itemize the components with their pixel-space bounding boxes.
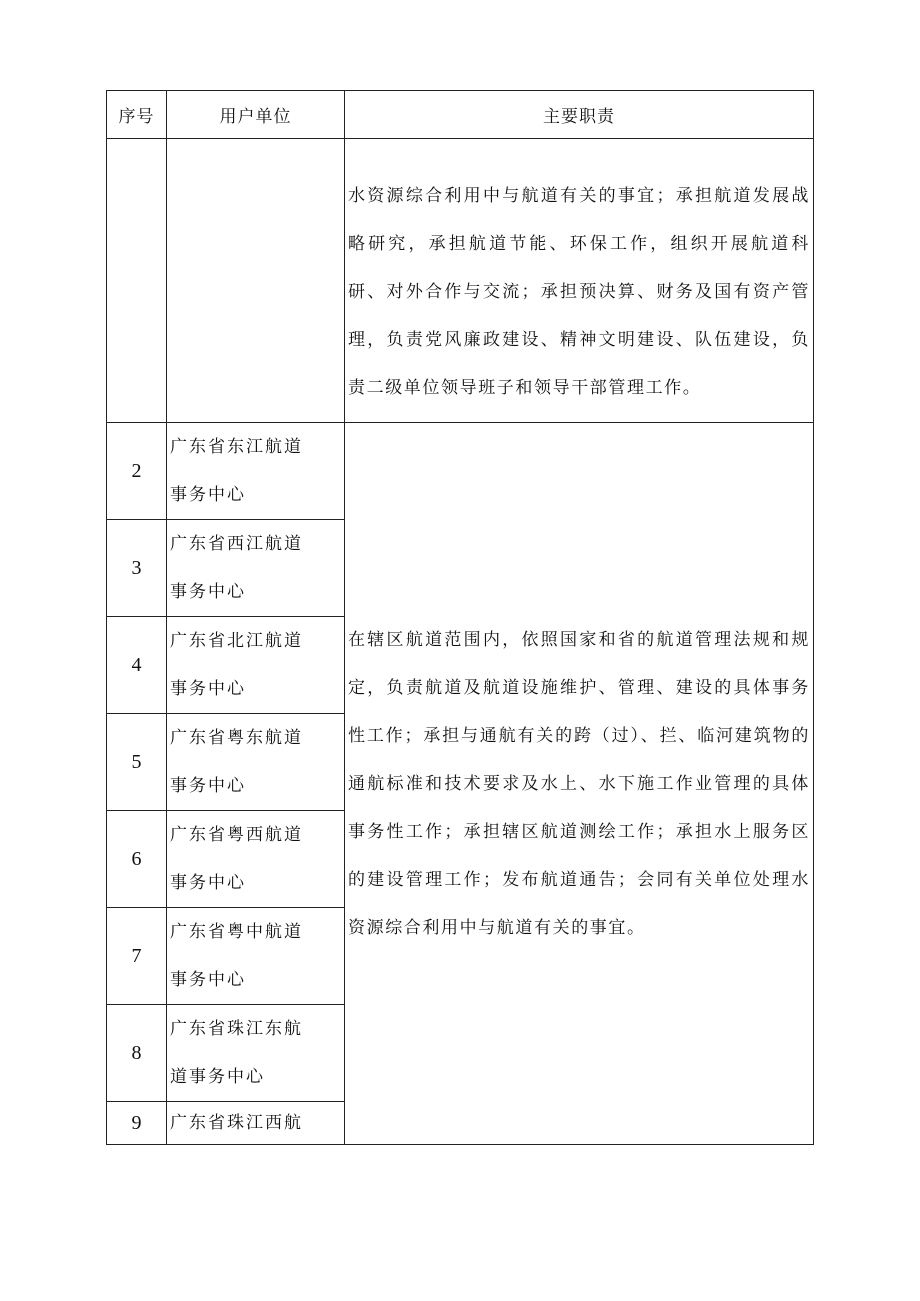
unit-line: 广东省粤中航道 [170,922,303,942]
row-unit [167,423,345,520]
row-no: 7 [107,908,167,1005]
unit-line: 广东省珠江东航 [170,1019,303,1039]
header-duty: 主要职责 [345,91,814,139]
row-no: 5 [107,714,167,811]
shared-duty-cell: 在辖区航道范围内，依照国家和省的航道管理法规和规定，负责航道及航道设施维护、管理、建设的具体事务性工作；承担与通航有关的跨（过）、拦、临河建筑物的通航标准和技术要求及水上、水下施工作业管理的具体事务性工作；承担辖区航道测绘工作；承担水上服务区的建设管理工作；发布航道通告；会同有关单位处理水资源综合利用中与航道有关的事宜。 [345,423,814,1145]
table-header-row [107,91,814,139]
row-no: 8 [107,1005,167,1102]
header-no: 序号 [107,91,167,139]
unit-line: 事务中心 [170,679,246,699]
duties-table [106,90,814,1145]
row-unit [167,811,345,908]
unit-line: 广东省粤西航道 [170,825,303,845]
unit-line: 事务中心 [170,485,246,505]
row-no: 3 [107,520,167,617]
table-row [107,423,814,520]
unit-line: 广东省粤东航道 [170,728,303,748]
row-no: 2 [107,423,167,520]
row-unit [167,139,345,423]
row-duty: 水资源综合利用中与航道有关的事宜；承担航道发展战略研究，承担航道节能、环保工作，组织开展航道科研、对外合作与交流；承担预决算、财务及国有资产管理，负责党风廉政建设、精神文明建设、队伍建设，负责二级单位领导班子和领导干部管理工作。 [345,139,814,423]
unit-line: 事务中心 [170,873,246,893]
row-unit [167,1005,345,1102]
row-unit [167,1102,345,1145]
row-no: 4 [107,617,167,714]
row-no: 6 [107,811,167,908]
unit-line: 道事务中心 [170,1067,265,1087]
unit-line: 广东省珠江西航 [170,1113,303,1133]
unit-line: 事务中心 [170,582,246,602]
row-unit [167,520,345,617]
row-unit [167,714,345,811]
header-unit: 用户单位 [167,91,345,139]
row-unit [167,617,345,714]
unit-line: 广东省东江航道 [170,437,303,457]
table-row [107,139,814,423]
row-no: 9 [107,1102,167,1145]
row-unit [167,908,345,1005]
unit-line: 广东省西江航道 [170,534,303,554]
unit-line: 事务中心 [170,970,246,990]
unit-line: 事务中心 [170,776,246,796]
row-no [107,139,167,423]
unit-line: 广东省北江航道 [170,631,303,651]
